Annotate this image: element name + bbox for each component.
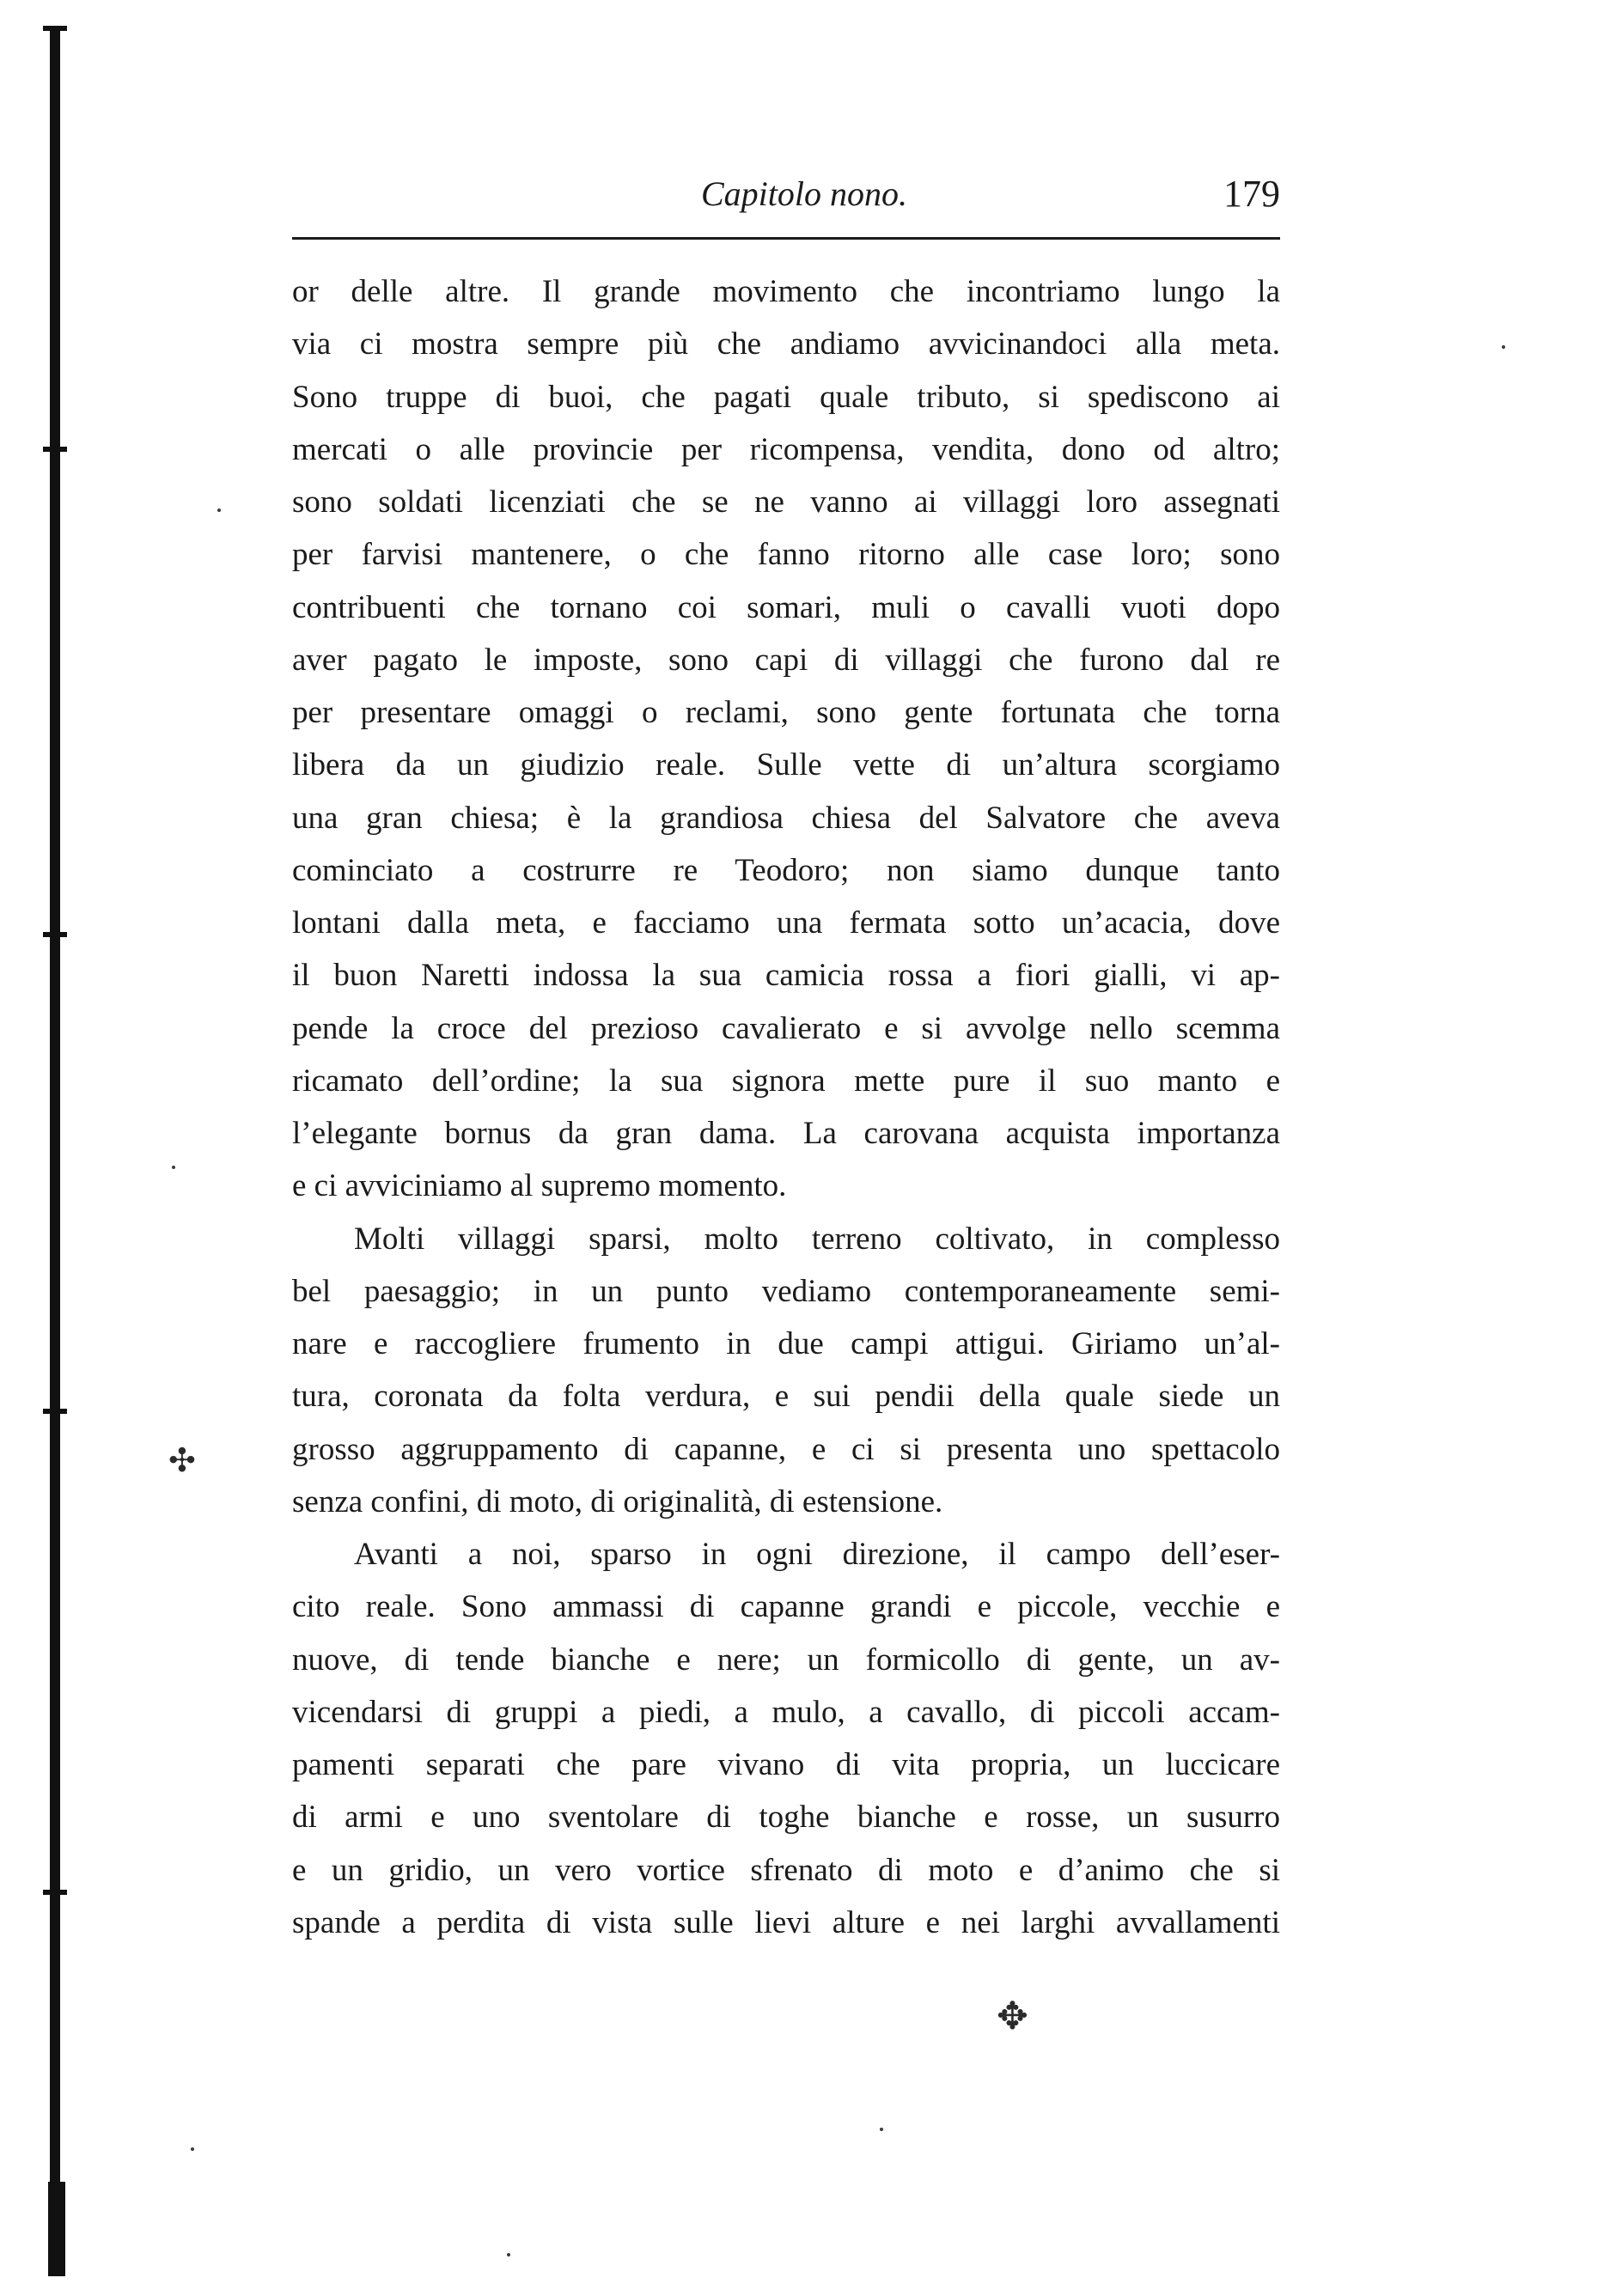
text-line: cito reale. Sono ammassi di capanne grandi e piccole, vecchie e — [292, 1589, 1280, 1625]
text-line: senza confini, di moto, di originalità, di estensione. — [292, 1483, 943, 1520]
binding-edge-foot — [48, 2182, 65, 2276]
speck — [880, 2128, 883, 2131]
text-line: di armi e uno sventolare di toghe bianche e rosse, un susurro — [292, 1800, 1280, 1836]
text-line: per presentare omaggi o reclami, sono gente fortunata che torna — [292, 695, 1280, 730]
running-head — [292, 168, 1280, 220]
binding-notch — [43, 1409, 67, 1414]
speck — [1502, 345, 1505, 349]
text-line: nuove, di tende bianche e nere; un formicollo di gente, un av- — [292, 1641, 1280, 1678]
text-line: nare e raccogliere frumento in due campi attigui. Giriamo un’al- — [292, 1326, 1280, 1361]
binding-notch — [43, 26, 67, 31]
binding-notch — [43, 447, 67, 452]
text-line: e un gridio, un vero vortice sfrenato di moto e d’animo che si — [292, 1852, 1280, 1888]
text-line: pende la croce del prezioso cavalierato e si avvolge nello scemma — [292, 1010, 1280, 1046]
text-line: vicendarsi di gruppi a piedi, a mulo, a cavallo, di piccoli accam- — [292, 1694, 1280, 1730]
text-line: per farvisi mantenere, o che fanno ritorno alle case loro; sono — [292, 537, 1280, 573]
text-line: una gran chiesa; è la grandiosa chiesa del Salvatore che aveva — [292, 800, 1280, 836]
text-line: libera da un giudizio reale. Sulle vette di un’altura scorgiamo — [292, 747, 1280, 783]
speck — [217, 509, 221, 512]
speck — [191, 2147, 194, 2151]
speck — [507, 2253, 510, 2256]
text-line: or delle altre. Il grande movimento che incontriamo lungo la — [292, 274, 1280, 309]
text-line: Molti villaggi sparsi, molto terreno coltivato, in complesso — [354, 1221, 1280, 1257]
text-line: aver pagato le imposte, sono capi di villaggi che furono dal re — [292, 642, 1280, 678]
text-line: bel paesaggio; in un punto vediamo contemporaneamente semi- — [292, 1273, 1280, 1309]
text-line: cominciato a costrurre re Teodoro; non siamo dunque tanto — [292, 852, 1280, 888]
text-line: mercati o alle provincie per ricompensa, vendita, dono od altro; — [292, 431, 1280, 467]
binding-edge — [50, 26, 60, 2268]
speck — [172, 1166, 175, 1169]
text-line: lontani dalla meta, e facciamo una fermata sotto un’acacia, dove — [292, 905, 1280, 941]
text-line: Sono truppe di buoi, che pagati quale tributo, si spediscono ai — [292, 379, 1280, 415]
binding-notch — [43, 1890, 67, 1895]
paragraph — [292, 1213, 1280, 1529]
text-line: sono soldati licenziati che se ne vanno ai villaggi loro assegnati — [292, 484, 1280, 520]
paragraph — [292, 1528, 1280, 1949]
page-number: 179 — [1223, 173, 1280, 215]
text-line: grosso aggruppamento di capanne, e ci si presenta uno spettacolo — [292, 1431, 1280, 1467]
text-line: Avanti a noi, sparso in ogni direzione, il campo dell’eser- — [354, 1537, 1280, 1572]
text-line: l’elegante bornus da gran dama. La carovana acquista importanza — [292, 1116, 1280, 1151]
text-line: il buon Naretti indossa la sua camicia rossa a fiori gialli, vi ap- — [292, 958, 1280, 994]
ink-smudge-icon: ✥ — [997, 1995, 1028, 2037]
text-line: via ci mostra sempre più che andiamo avvicinandoci alla meta. — [292, 326, 1280, 362]
paragraph — [292, 265, 1280, 1213]
text-line: e ci avviciniamo al supremo momento. — [292, 1168, 787, 1204]
running-title: Capitolo nono. — [701, 174, 908, 213]
header-rule — [292, 237, 1280, 240]
text-line: ricamato dell’ordine; la sua signora mette pure il suo manto e — [292, 1063, 1280, 1099]
text-line: spande a perdita di vista sulle lievi alture e nei larghi avvallamenti — [292, 1904, 1280, 1940]
text-line: contribuenti che tornano coi somari, muli o cavalli vuoti dopo — [292, 589, 1280, 625]
body-text — [292, 265, 1280, 1949]
text-line: tura, coronata da folta verdura, e sui pendii della quale siede un — [292, 1379, 1280, 1415]
text-line: pamenti separati che pare vivano di vita propria, un luccicare — [292, 1747, 1280, 1782]
binding-notch — [43, 932, 67, 937]
ink-smudge-icon: ✣ — [168, 1443, 196, 1479]
